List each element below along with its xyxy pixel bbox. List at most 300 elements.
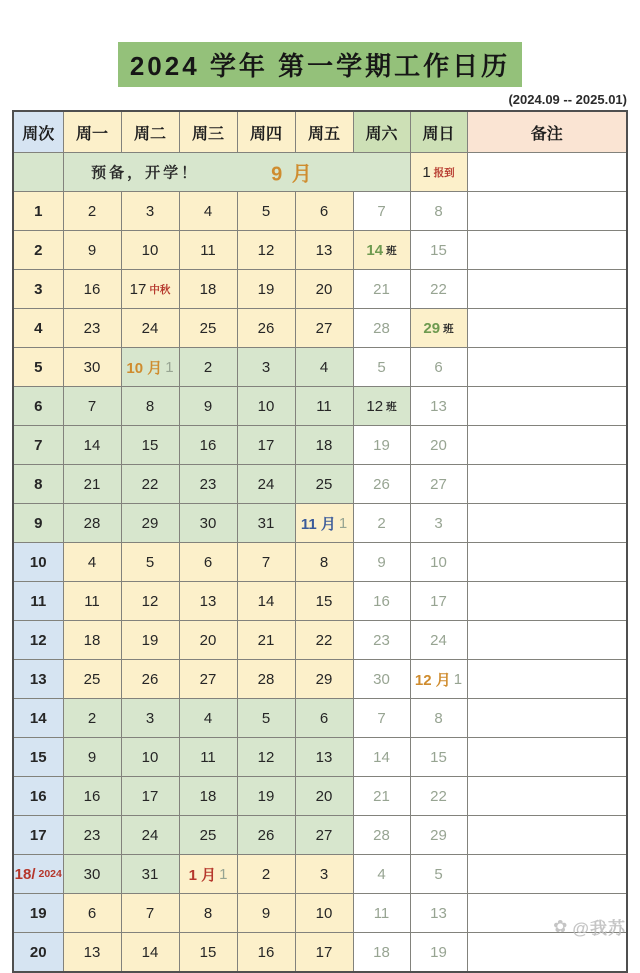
- watermark-logo-icon: ✿: [553, 916, 569, 936]
- cell-text: 5: [34, 358, 43, 376]
- week-number-cell: [13, 231, 63, 270]
- cell-text: 1: [34, 202, 43, 220]
- cell-text: 16: [29, 787, 47, 805]
- day-cell: [237, 777, 295, 816]
- cell-text: 2: [87, 202, 97, 220]
- day-cell: [63, 738, 121, 777]
- week-number-cell: [13, 816, 63, 855]
- note-cell: [467, 153, 627, 192]
- cell-text: 13: [315, 241, 333, 259]
- cell-text: 2024: [38, 868, 62, 880]
- cell-text: 14: [141, 943, 159, 961]
- cell-text: 15: [141, 436, 159, 454]
- cell-text: 11: [84, 592, 100, 610]
- cell-text: 19: [257, 280, 275, 298]
- cell-text: 15: [199, 943, 217, 961]
- banner-school-start-text: 预备，开学！: [91, 164, 200, 182]
- september-banner-cell: [63, 153, 410, 192]
- day-cell: [353, 465, 410, 504]
- week-number-cell: [13, 348, 63, 387]
- note-cell: [467, 231, 627, 270]
- cell-text: 21: [373, 787, 390, 805]
- cell-text: 3: [145, 709, 155, 727]
- cell-text: 10 月: [126, 359, 163, 377]
- day-cell: [353, 426, 410, 465]
- cell-text: 5: [434, 865, 443, 883]
- cell-text: 18: [199, 280, 217, 298]
- day-cell: [121, 270, 179, 309]
- day-cell: [63, 426, 121, 465]
- cell-text: 2: [34, 241, 43, 259]
- cell-text: 11: [373, 904, 390, 922]
- day-cell: [179, 582, 237, 621]
- calendar-week-row: [13, 543, 627, 582]
- cell-text: 25: [315, 475, 333, 493]
- cell-text: 28: [257, 670, 275, 688]
- note-cell: [467, 777, 627, 816]
- day-cell: [410, 504, 467, 543]
- cell-text: 7: [87, 397, 97, 415]
- week-number-cell: [13, 192, 63, 231]
- day-cell: [179, 348, 237, 387]
- day-cell: [353, 621, 410, 660]
- cell-text: 5: [261, 202, 271, 220]
- day-cell: [63, 660, 121, 699]
- column-header-wednesday: 周三: [179, 111, 237, 153]
- day-cell: [353, 192, 410, 231]
- cell-text: 18: [83, 631, 101, 649]
- day-cell: [295, 699, 353, 738]
- cell-text: 16: [199, 436, 217, 454]
- column-header-friday: 周五: [295, 111, 353, 153]
- day-cell: [353, 504, 410, 543]
- day-cell: [121, 192, 179, 231]
- cell-text: 10: [257, 397, 275, 415]
- cell-text: 3: [319, 865, 329, 883]
- note-cell: [467, 465, 627, 504]
- week-number-cell: [13, 504, 63, 543]
- day-cell: [353, 543, 410, 582]
- calendar-week-row: [13, 894, 627, 933]
- cell-text: 29: [430, 826, 447, 844]
- cell-text: 9: [261, 904, 271, 922]
- day-cell: [63, 231, 121, 270]
- note-cell: [467, 309, 627, 348]
- day-cell: [237, 426, 295, 465]
- cell-text: 31: [141, 865, 159, 883]
- day-cell: [295, 660, 353, 699]
- cell-text: 23: [83, 826, 101, 844]
- cell-text: 1: [422, 163, 431, 181]
- day-cell: [295, 933, 353, 973]
- day-cell: [295, 543, 353, 582]
- note-cell: [467, 504, 627, 543]
- week-number-cell: [13, 894, 63, 933]
- day-cell: [353, 387, 410, 426]
- cell-text: 19: [257, 787, 275, 805]
- day-cell: [179, 660, 237, 699]
- calendar-week-row: [13, 660, 627, 699]
- cell-text: 25: [83, 670, 101, 688]
- calendar-week-row: [13, 504, 627, 543]
- note-cell: [467, 582, 627, 621]
- cell-text: 4: [34, 319, 43, 337]
- cell-text: 12: [141, 592, 159, 610]
- day-cell: [121, 933, 179, 973]
- day-cell: [295, 426, 353, 465]
- cell-text: 11: [30, 592, 47, 610]
- day-cell: [179, 270, 237, 309]
- cell-text: 17: [315, 943, 333, 961]
- cell-text: 7: [34, 436, 43, 454]
- note-cell: [467, 738, 627, 777]
- cell-text: 8: [434, 709, 443, 727]
- day-cell: [410, 270, 467, 309]
- cell-text: 24: [141, 319, 159, 337]
- cell-text: 22: [430, 280, 447, 298]
- note-cell: [467, 270, 627, 309]
- cell-text: 25: [199, 826, 217, 844]
- cell-text: 15: [29, 748, 47, 766]
- cell-text: 13: [430, 904, 447, 922]
- cell-text: 13: [315, 748, 333, 766]
- cell-text: 2: [203, 358, 213, 376]
- cell-text: 21: [83, 475, 101, 493]
- header-row: [13, 111, 627, 153]
- cell-text: 12: [257, 748, 275, 766]
- calendar-week-row: [13, 309, 627, 348]
- cell-text: 22: [315, 631, 333, 649]
- cell-text: 11: [200, 241, 216, 259]
- watermark-text: @我苏: [572, 919, 626, 938]
- day-cell: [295, 504, 353, 543]
- cell-text: 31: [257, 514, 275, 532]
- cell-text: 19: [430, 943, 447, 961]
- cell-text: 班: [443, 322, 454, 335]
- cell-text: 30: [83, 865, 101, 883]
- day-cell: [63, 816, 121, 855]
- cell-text: 24: [141, 826, 159, 844]
- day-cell: [121, 426, 179, 465]
- cell-text: 9: [203, 397, 213, 415]
- page-title: 2024 学年 第一学期工作日历: [118, 42, 522, 87]
- day-cell: [237, 855, 295, 894]
- week-number-cell: [13, 933, 63, 973]
- day-cell: [237, 660, 295, 699]
- day-cell: [179, 777, 237, 816]
- day-cell: [121, 387, 179, 426]
- day-cell: [63, 699, 121, 738]
- cell-text: 2: [377, 514, 386, 532]
- cell-text: 4: [377, 865, 386, 883]
- day-cell: [179, 855, 237, 894]
- day-cell: [121, 816, 179, 855]
- cell-text: 16: [373, 592, 390, 610]
- day-cell: [295, 348, 353, 387]
- calendar-week-row: [13, 231, 627, 270]
- calendar-week-row: [13, 777, 627, 816]
- note-cell: [467, 660, 627, 699]
- cell-text: 10: [141, 748, 159, 766]
- cell-text: 6: [203, 553, 213, 571]
- cell-text: 21: [257, 631, 275, 649]
- cell-text: 19: [141, 631, 159, 649]
- cell-text: 27: [315, 319, 333, 337]
- cell-text: 7: [261, 553, 271, 571]
- day-cell: [353, 309, 410, 348]
- day-cell: [63, 465, 121, 504]
- day-cell: [410, 855, 467, 894]
- cell-text: 14: [29, 709, 47, 727]
- cell-text: 11: [200, 748, 216, 766]
- day-cell: [237, 192, 295, 231]
- day-cell: [179, 816, 237, 855]
- day-cell: [295, 582, 353, 621]
- week-number-cell: [13, 699, 63, 738]
- cell-text: 19: [373, 436, 390, 454]
- cell-text: 30: [373, 670, 390, 688]
- cell-text: 22: [430, 787, 447, 805]
- cell-text: 4: [203, 709, 213, 727]
- week-number-cell: [13, 309, 63, 348]
- cell-text: 9: [34, 514, 43, 532]
- day-cell: [295, 621, 353, 660]
- cell-text: 26: [257, 319, 275, 337]
- cell-text: 14: [257, 592, 275, 610]
- cell-text: 8: [434, 202, 443, 220]
- cell-text: 报到: [433, 166, 455, 179]
- day-cell: [410, 348, 467, 387]
- day-cell: [353, 270, 410, 309]
- cell-text: 11: [316, 397, 332, 415]
- cell-text: 20: [199, 631, 217, 649]
- week-number-cell: [13, 738, 63, 777]
- day-cell: [179, 504, 237, 543]
- day-cell: [179, 543, 237, 582]
- cell-text: 3: [34, 280, 43, 298]
- cell-text: 2: [261, 865, 271, 883]
- day-cell: [353, 660, 410, 699]
- day-cell: [63, 348, 121, 387]
- cell-text: 17: [141, 787, 159, 805]
- calendar-week-row: [13, 270, 627, 309]
- column-header-sunday: 周日: [410, 111, 467, 153]
- cell-text: 10: [315, 904, 333, 922]
- cell-text: 10: [141, 241, 159, 259]
- day-cell: [410, 933, 467, 973]
- day-cell: [295, 816, 353, 855]
- day-cell: [237, 816, 295, 855]
- cell-text: 23: [83, 319, 101, 337]
- calendar-week-row: [13, 855, 627, 894]
- cell-text: 14: [366, 241, 384, 259]
- day-cell: [410, 699, 467, 738]
- cell-text: 班: [386, 244, 397, 257]
- day-cell: [179, 465, 237, 504]
- day-cell: [179, 426, 237, 465]
- day-cell: [179, 738, 237, 777]
- calendar-week-row: [13, 387, 627, 426]
- cell-text: 15: [430, 748, 447, 766]
- note-cell: [467, 816, 627, 855]
- day-cell: [295, 855, 353, 894]
- cell-text: 6: [87, 904, 97, 922]
- cell-text: 12 月: [414, 671, 451, 689]
- cell-text: 13: [430, 397, 447, 415]
- cell-text: 24: [430, 631, 447, 649]
- day-cell: [63, 504, 121, 543]
- day-cell: [63, 192, 121, 231]
- cell-text: 27: [199, 670, 217, 688]
- note-cell: [467, 387, 627, 426]
- cell-text: 26: [373, 475, 390, 493]
- cell-text: 23: [373, 631, 390, 649]
- day-cell: [353, 699, 410, 738]
- calendar-week-row: [13, 933, 627, 973]
- cell-text: 班: [386, 400, 397, 413]
- day-cell: [63, 309, 121, 348]
- cell-text: 11 月: [300, 515, 336, 533]
- week-number-cell: [13, 621, 63, 660]
- cell-text: 8: [319, 553, 329, 571]
- cell-text: 27: [430, 475, 447, 493]
- day-cell: [237, 933, 295, 973]
- day-cell: [410, 231, 467, 270]
- cell-text: 18: [315, 436, 333, 454]
- day-cell: [63, 582, 121, 621]
- cell-text: 16: [257, 943, 275, 961]
- calendar-week-row: [13, 738, 627, 777]
- cell-text: 16: [83, 280, 101, 298]
- note-cell: [467, 621, 627, 660]
- day-cell: [410, 777, 467, 816]
- day-cell: [410, 426, 467, 465]
- cell-text: 1: [338, 514, 348, 532]
- day-cell: [295, 192, 353, 231]
- week-number-cell: [13, 582, 63, 621]
- calendar-week-row: [13, 621, 627, 660]
- cell-text: 28: [373, 826, 390, 844]
- week-number-cell: [13, 270, 63, 309]
- day-cell: [63, 933, 121, 973]
- cell-text: 9: [87, 241, 97, 259]
- column-header-tuesday: 周二: [121, 111, 179, 153]
- cell-text: 10: [29, 553, 47, 571]
- day-cell: [63, 387, 121, 426]
- day-cell: [237, 465, 295, 504]
- cell-text: 21: [373, 280, 390, 298]
- day-cell: [237, 582, 295, 621]
- cell-text: 5: [145, 553, 155, 571]
- cell-text: 30: [199, 514, 217, 532]
- cell-text: 8: [34, 475, 43, 493]
- day-cell: [237, 738, 295, 777]
- cell-text: 10: [430, 553, 447, 571]
- cell-text: 17: [430, 592, 447, 610]
- cell-text: 26: [141, 670, 159, 688]
- day-cell: [179, 699, 237, 738]
- day-cell: [237, 543, 295, 582]
- day-cell: [121, 309, 179, 348]
- column-header-thursday: 周四: [237, 111, 295, 153]
- day-cell: [121, 465, 179, 504]
- day-cell: [179, 933, 237, 973]
- cell-text: 17: [257, 436, 275, 454]
- day-cell: [295, 309, 353, 348]
- cell-text: 14: [373, 748, 390, 766]
- calendar-week-row: [13, 426, 627, 465]
- cell-text: 2: [87, 709, 97, 727]
- day-cell: [353, 816, 410, 855]
- cell-text: 1: [165, 358, 174, 376]
- day-cell: [179, 192, 237, 231]
- day-cell: [179, 387, 237, 426]
- cell-text: 18: [199, 787, 217, 805]
- cell-text: 7: [145, 904, 155, 922]
- day-cell: [410, 543, 467, 582]
- day-cell: [121, 777, 179, 816]
- day-cell: [410, 660, 467, 699]
- day-cell: [410, 465, 467, 504]
- calendar-week-row: [13, 348, 627, 387]
- cell-text: 中秋: [149, 283, 171, 296]
- cell-text: 1: [219, 865, 228, 883]
- day-cell: [121, 504, 179, 543]
- cell-text: 15: [315, 592, 333, 610]
- day-cell: [121, 855, 179, 894]
- day-cell: [295, 738, 353, 777]
- day-cell: [121, 660, 179, 699]
- cell-text: 30: [83, 358, 101, 376]
- day-cell: [410, 738, 467, 777]
- column-header-saturday: 周六: [353, 111, 410, 153]
- day-cell: [353, 894, 410, 933]
- calendar-week-row: [13, 699, 627, 738]
- cell-text: 18: [373, 943, 390, 961]
- day-cell: [353, 738, 410, 777]
- banner-month-label: 9 月: [271, 163, 314, 186]
- day-cell: [237, 348, 295, 387]
- cell-text: 8: [145, 397, 155, 415]
- cell-text: 13: [83, 943, 101, 961]
- watermark: [553, 914, 626, 939]
- day-cell: [237, 231, 295, 270]
- day-cell: [410, 894, 467, 933]
- cell-text: 20: [315, 787, 333, 805]
- day-cell: [179, 309, 237, 348]
- week-number-cell: [13, 777, 63, 816]
- cell-text: 6: [434, 358, 443, 376]
- cell-text: 7: [377, 202, 386, 220]
- day-cell: [410, 309, 467, 348]
- day-cell: [410, 621, 467, 660]
- cell-text: 17: [29, 826, 47, 844]
- cell-text: 13: [29, 670, 47, 688]
- cell-text: 19: [29, 904, 47, 922]
- cell-text: 1 月: [188, 866, 217, 884]
- column-header-remarks: 备注: [467, 111, 627, 153]
- cell-text: 7: [377, 709, 386, 727]
- note-cell: [467, 426, 627, 465]
- cell-text: 23: [199, 475, 217, 493]
- note-cell: [467, 192, 627, 231]
- cell-text: 9: [87, 748, 97, 766]
- cell-text: 29: [315, 670, 333, 688]
- cell-text: 5: [261, 709, 271, 727]
- day-cell: [353, 348, 410, 387]
- day-cell: [63, 855, 121, 894]
- day-cell: [295, 270, 353, 309]
